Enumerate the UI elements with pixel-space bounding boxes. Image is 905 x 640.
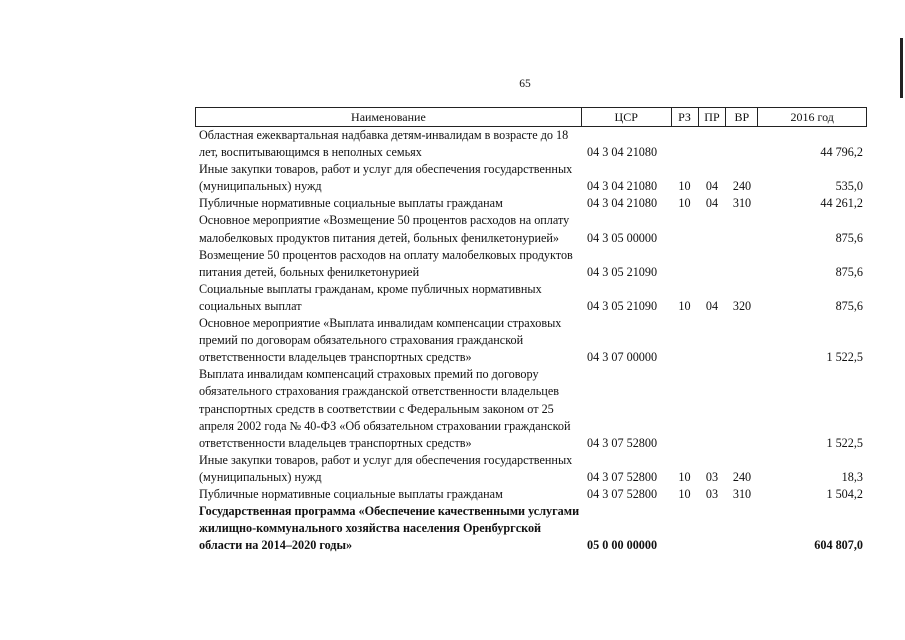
row-vr bbox=[726, 247, 758, 281]
row-pr bbox=[698, 247, 726, 281]
row-sum: 44 796,2 bbox=[820, 145, 863, 160]
row-vr bbox=[726, 503, 758, 554]
row-sum: 1 522,5 bbox=[826, 350, 863, 365]
row-sum: 875,6 bbox=[835, 264, 863, 279]
row-rz bbox=[671, 212, 698, 246]
row-csr: 04 3 07 00000 bbox=[587, 350, 658, 365]
row-name: Публичные нормативные социальные выплаты гражданам bbox=[199, 196, 503, 211]
row-pr: 04 bbox=[705, 179, 719, 194]
header-csr: ЦСР bbox=[581, 108, 671, 126]
table-row-program-total bbox=[195, 503, 867, 554]
table-row bbox=[195, 452, 867, 486]
row-sum: 1 522,5 bbox=[826, 435, 863, 450]
header-pr: ПР bbox=[698, 108, 726, 126]
row-vr bbox=[726, 212, 758, 246]
row-vr: 240 bbox=[732, 179, 752, 194]
header-vr: ВР bbox=[725, 108, 757, 126]
row-csr: 04 3 05 21090 bbox=[587, 298, 658, 313]
row-rz bbox=[671, 366, 698, 451]
row-pr bbox=[698, 366, 726, 451]
table-row bbox=[195, 486, 867, 503]
table-row bbox=[195, 315, 867, 366]
row-rz bbox=[671, 127, 698, 161]
table-row bbox=[195, 281, 867, 315]
row-name: Иные закупки товаров, работ и услуг для обеспечения государственных (муниципальных) нужд bbox=[199, 162, 573, 194]
row-name: Выплата инвалидам компенсаций страховых премий по договору обязательного страхования гражданской ответственности владельцев транспортных средств в соответствии с Федеральным законом от 25 апреля 2002 года № 40-ФЗ «Об обязательном страховании гражданской ответственности владельцев транспортных средств» bbox=[199, 367, 571, 450]
row-rz bbox=[671, 315, 698, 366]
table-header bbox=[195, 107, 867, 127]
row-rz: 10 bbox=[678, 196, 691, 211]
row-csr: 04 3 04 21080 bbox=[587, 179, 658, 194]
row-vr bbox=[726, 315, 758, 366]
page-number: 65 bbox=[519, 78, 531, 90]
row-rz: 10 bbox=[678, 298, 691, 313]
row-name: Государственная программа «Обеспечение качественными услугами жилищно-коммунального хозяйства населения Оренбургской области на 2014–2020 годы» bbox=[199, 504, 580, 553]
row-sum: 535,0 bbox=[835, 179, 863, 194]
row-sum: 44 261,2 bbox=[820, 196, 863, 211]
row-pr: 04 bbox=[705, 298, 719, 313]
row-pr: 03 bbox=[705, 486, 719, 501]
row-rz bbox=[671, 503, 698, 554]
row-name: Публичные нормативные социальные выплаты гражданам bbox=[199, 486, 503, 501]
row-vr bbox=[726, 127, 758, 161]
row-sum: 604 807,0 bbox=[814, 538, 863, 553]
row-pr bbox=[698, 212, 726, 246]
row-sum: 1 504,2 bbox=[826, 486, 863, 501]
row-vr: 310 bbox=[732, 486, 752, 501]
row-rz: 10 bbox=[678, 486, 691, 501]
header-name: Наименование bbox=[351, 109, 426, 124]
row-vr: 310 bbox=[732, 196, 752, 211]
row-pr bbox=[698, 127, 726, 161]
table-row bbox=[195, 195, 867, 212]
row-csr: 04 3 07 52800 bbox=[587, 469, 658, 484]
budget-table bbox=[195, 107, 867, 554]
row-csr: 04 3 04 21080 bbox=[587, 145, 658, 160]
row-csr: 04 3 05 21090 bbox=[587, 264, 658, 279]
row-rz: 10 bbox=[678, 179, 691, 194]
row-vr: 240 bbox=[732, 469, 752, 484]
table-row bbox=[195, 212, 867, 246]
header-sum: 2016 год bbox=[757, 108, 866, 126]
row-name: Основное мероприятие «Выплата инвалидам компенсации страховых премий по договорам обязательного страхования гражданской ответственности владельцев транспортных средств» bbox=[199, 316, 562, 365]
row-rz: 10 bbox=[678, 469, 691, 484]
row-vr: 320 bbox=[732, 298, 752, 313]
row-sum: 18,3 bbox=[841, 469, 863, 484]
row-name: Социальные выплаты гражданам, кроме публичных нормативных социальных выплат bbox=[199, 281, 542, 313]
table-row bbox=[195, 161, 867, 195]
row-pr: 03 bbox=[705, 469, 719, 484]
row-sum: 875,6 bbox=[835, 230, 863, 245]
row-pr bbox=[698, 503, 726, 554]
row-rz bbox=[671, 247, 698, 281]
row-csr: 04 3 05 00000 bbox=[587, 230, 658, 245]
header-rz: РЗ bbox=[671, 108, 698, 126]
row-csr: 04 3 04 21080 bbox=[587, 196, 658, 211]
table-row bbox=[195, 366, 867, 451]
table-row bbox=[195, 247, 867, 281]
table-row bbox=[195, 127, 867, 161]
row-pr bbox=[698, 315, 726, 366]
row-csr: 04 3 07 52800 bbox=[587, 486, 658, 501]
row-name: Иные закупки товаров, работ и услуг для обеспечения государственных (муниципальных) нужд bbox=[199, 452, 573, 484]
row-pr: 04 bbox=[705, 196, 719, 211]
row-sum: 875,6 bbox=[835, 298, 863, 313]
row-csr: 05 0 00 00000 bbox=[587, 538, 658, 553]
row-name: Основное мероприятие «Возмещение 50 процентов расходов на оплату малобелковых продуктов питания детей, больных фенилкетонурией» bbox=[199, 213, 570, 245]
row-name: Областная ежеквартальная надбавка детям-инвалидам в возрасте до 18 лет, воспитывающимся в неполных семьях bbox=[199, 128, 569, 160]
row-name: Возмещение 50 процентов расходов на оплату малобелковых продуктов питания детей, больных фенилкетонурией bbox=[199, 247, 573, 279]
row-vr bbox=[726, 366, 758, 451]
row-csr: 04 3 07 52800 bbox=[587, 435, 658, 450]
